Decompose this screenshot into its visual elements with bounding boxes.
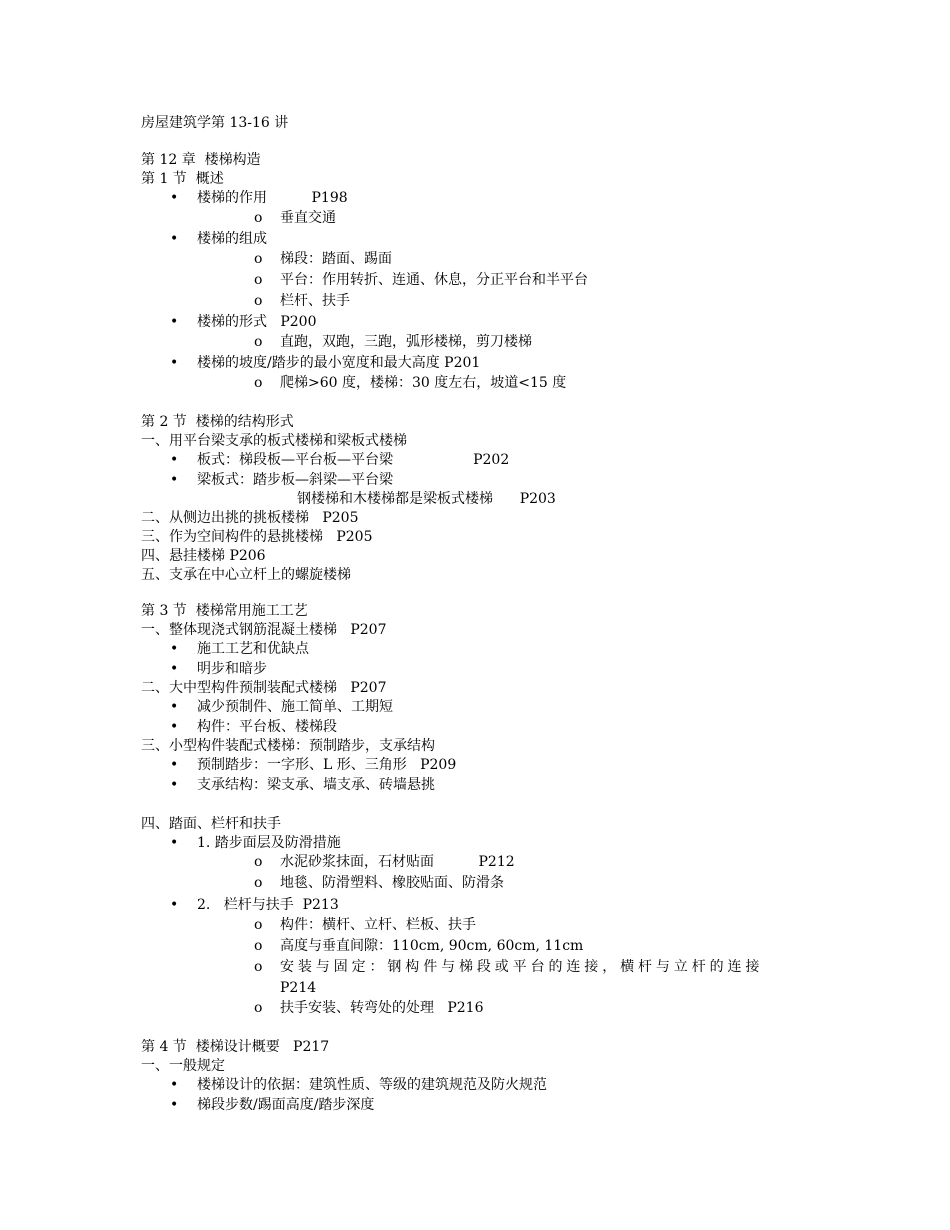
- section-1-heading: 第 1 节 概述: [141, 171, 224, 187]
- list-item: o 平台：作用转折、连通、休息，分正平台和半平台: [280, 271, 588, 289]
- section-3-heading: 第 3 节 楼梯常用施工工艺: [141, 603, 308, 619]
- list-item: 四、悬挂楼梯 P206: [141, 548, 266, 564]
- list-item: 三、作为空间构件的悬挑楼梯 P205: [141, 529, 373, 545]
- list-item: • 2. 栏杆与扶手 P213: [197, 896, 339, 914]
- list-item: • 楼梯的形式 P200: [197, 313, 317, 331]
- list-item: • 1. 踏步面层及防滑措施: [197, 834, 341, 852]
- list-item: • 楼梯的组成: [197, 230, 267, 248]
- document-title: 房屋建筑学第 13-16 讲: [141, 115, 289, 131]
- list-item: o 栏杆、扶手: [280, 292, 350, 310]
- list-item: 一、一般规定: [141, 1058, 225, 1074]
- list-item: • 板式：梯段板—平台板—平台梁 P202: [197, 451, 509, 469]
- list-item: • 施工工艺和优缺点: [197, 640, 309, 658]
- list-item: o 高度与垂直间隙：110cm, 90cm, 60cm, 11cm: [280, 937, 583, 955]
- list-item: • 楼梯的坡度/踏步的最小宽度和最大高度 P201: [197, 354, 480, 372]
- list-item: o 地毯、防滑塑料、橡胶贴面、防滑条: [280, 874, 504, 892]
- list-item: • 减少预制件、施工简单、工期短: [197, 698, 393, 716]
- list-item: 三、小型构件装配式楼梯：预制踏步，支承结构: [141, 738, 435, 754]
- list-item: o 扶手安装、转弯处的处理 P216: [280, 999, 484, 1017]
- section-2-heading: 第 2 节 楼梯的结构形式: [141, 414, 294, 430]
- list-item: 四、踏面、栏杆和扶手: [141, 816, 281, 832]
- list-item: 二、从侧边出挑的挑板楼梯 P205: [141, 510, 359, 526]
- list-item: 二、大中型构件预制装配式楼梯 P207: [141, 680, 387, 696]
- list-item-continuation: P214: [280, 980, 317, 996]
- section-4-heading: 第 4 节 楼梯设计概要 P217: [141, 1039, 330, 1055]
- list-item: o 爬梯>60 度，楼梯：30 度左右，坡道<15 度: [280, 374, 566, 392]
- list-item: o 安装与固定：钢构件与梯段或平台的连接，横杆与立杆的连接: [280, 958, 763, 976]
- list-item: • 楼梯设计的依据：建筑性质、等级的建筑规范及防火规范: [197, 1076, 547, 1094]
- list-item: o 水泥砂浆抹面，石材贴面 P212: [280, 853, 515, 871]
- list-item: o 直跑，双跑，三跑，弧形楼梯，剪刀楼梯: [280, 333, 532, 351]
- list-item: 一、用平台梁支承的板式楼梯和梁板式楼梯: [141, 433, 407, 449]
- list-item: • 梁板式：踏步板—斜梁—平台梁: [197, 471, 393, 489]
- note-text: 钢楼梯和木楼梯都是梁板式楼梯 P203: [297, 491, 556, 507]
- list-item: o 构件：横杆、立杆、栏板、扶手: [280, 916, 476, 934]
- list-item: o 垂直交通: [280, 209, 336, 227]
- list-item: • 支承结构：梁支承、墙支承、砖墙悬挑: [197, 776, 435, 794]
- chapter-heading: 第 12 章 楼梯构造: [141, 152, 261, 168]
- list-item: • 预制踏步：一字形、L 形、三角形 P209: [197, 756, 456, 774]
- list-item: o 梯段：踏面、踢面: [280, 250, 392, 268]
- list-item: • 梯段步数/踢面高度/踏步深度: [197, 1096, 374, 1114]
- list-item: 五、支承在中心立杆上的螺旋楼梯: [141, 567, 351, 583]
- list-item: • 构件：平台板、楼梯段: [197, 718, 337, 736]
- list-item: • 楼梯的作用 P198: [197, 189, 348, 207]
- list-item: 一、整体现浇式钢筋混凝土楼梯 P207: [141, 622, 387, 638]
- list-item: • 明步和暗步: [197, 660, 267, 678]
